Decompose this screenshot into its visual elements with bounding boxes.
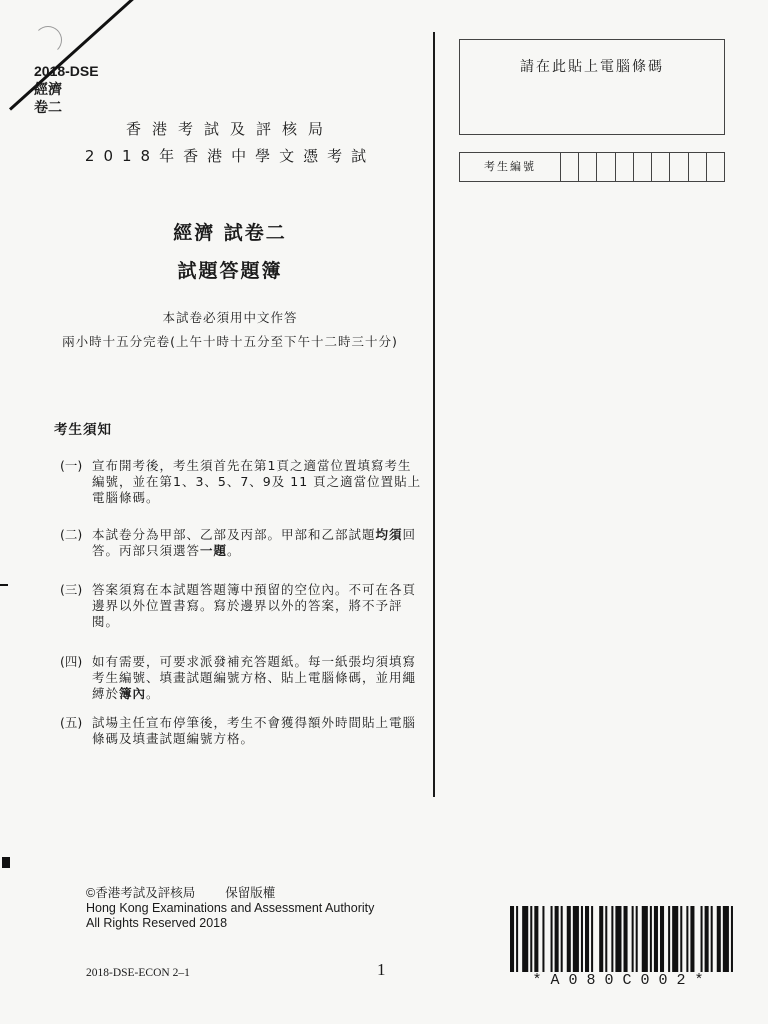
header-paper: 卷二 [34,99,62,115]
barcode-bar [650,906,652,972]
barcode-bar [680,906,682,972]
barcode-bar [632,906,634,972]
candidate-digit-box [707,153,724,181]
copyright-line-1: ©香港考試及評核局 [86,886,196,900]
header-year: 2018-DSE [34,63,99,79]
exam-duration: 兩小時十五分完卷(上午十時十五分至下午十二時三十分) [62,334,398,349]
barcode-bar [615,906,621,972]
copyright-rights: 保留版權 [225,886,276,900]
punch-hole-mark [34,26,62,54]
header-subject: 經濟 [34,81,62,97]
copyright-line-2: Hong Kong Examinations and Assessment Authority [86,901,375,915]
barcode-bar [723,906,729,972]
barcode-bar [636,906,638,972]
instruction-number: (二) [60,527,83,542]
instruction-number: (五) [60,715,83,730]
barcode-bar [573,906,579,972]
copyright-line-3: All Rights Reserved 2018 [86,916,228,930]
barcode-bar [516,906,518,972]
instruction-text: 。 [146,686,160,701]
barcode-bar [686,906,688,972]
instruction-text: 如有需要，可要求派發補充答題紙。每一紙張均須填寫考生編號、填畫試題編號方格、貼上電腦條碼，並用繩縛於 [92,654,417,701]
registration-mark [2,857,10,868]
instruction-text: 答案須寫在本試題答題簿中預留的空位內。不可在各頁邊界以外位置書寫。寫於邊界以外的答案，將不予評閱。 [92,582,417,629]
candidate-digit-box [597,153,615,181]
language-requirement: 本試卷必須用中文作答 [162,310,298,325]
candidate-digit-box [689,153,707,181]
barcode-bar [561,906,563,972]
copyright-notice [86,886,374,931]
barcode-bar [672,906,678,972]
barcode-bar [567,906,571,972]
page-number: 1 [377,960,386,979]
barcode-sticker-label: 請在此貼上電腦條碼 [520,59,664,75]
barcode-text: *A080C002* [532,972,713,989]
barcode-bar [510,906,514,972]
barcode-bar [654,906,658,972]
barcode-bar [605,906,607,972]
margin-tick [0,584,8,586]
exam-line: 2018年香港中學文憑考試 [84,147,376,165]
barcode-bar [668,906,670,972]
barcode-bar [731,906,733,972]
paper-code: 2018-DSE-ECON 2–1 [86,967,190,979]
candidate-number-field [459,152,725,182]
barcode-graphic [510,906,735,972]
barcode-bar [705,906,709,972]
barcode-bar [611,906,613,972]
barcode-bar [690,906,694,972]
candidate-digit-box [616,153,634,181]
instruction-text: 試場主任宣布停筆後，考生不會獲得額外時間貼上電腦條碼及填畫試題編號方格。 [92,715,417,746]
barcode-bar [551,906,553,972]
instruction-text: 宣布開考後，考生須首先在第1頁之適當位置填寫考生編號，並在第1、3、5、7、9及 11 頁之適當位置貼上電腦條碼。 [92,458,422,505]
instruction-number: (四) [60,654,83,669]
candidate-digit-box [670,153,688,181]
instruction-text: 回答。丙部只須選答 [92,527,417,558]
instruction-emphasis: 簿內 [119,686,147,701]
instruction-number: (一) [60,458,83,473]
candidate-digit-box [634,153,652,181]
barcode-bar [555,906,559,972]
instruction-emphasis: 一題 [200,543,228,558]
candidate-digit-box [652,153,670,181]
barcode-bar [599,906,603,972]
margin-line [433,32,435,797]
candidate-number-label: 考生編號 [460,153,561,181]
barcode-bar [585,906,589,972]
instruction-number: (三) [60,582,83,597]
barcode-bar [542,906,544,972]
barcode-bar [522,906,528,972]
barcode-bar [711,906,713,972]
barcode-bar [530,906,532,972]
barcode-bar [624,906,628,972]
instruction-text: 。 [227,543,241,558]
barcode-bar [660,906,664,972]
barcode-bar [581,906,583,972]
authority-line: 香港考試及評核局 [125,120,334,138]
paper-title: 經濟 試卷二 [173,222,287,244]
barcode-bar [701,906,703,972]
candidate-digit-box [561,153,579,181]
instruction-text: 本試卷分為甲部、乙部及丙部。甲部和乙部試題 [92,527,376,542]
barcode-bar [591,906,593,972]
candidate-digit-box [579,153,597,181]
barcode-bar [534,906,538,972]
booklet-title: 試題答題簿 [177,260,283,282]
barcode-sticker-area [459,39,725,135]
notice-heading: 考生須知 [54,422,112,438]
instruction-emphasis: 均須 [375,527,403,542]
barcode-bar [717,906,721,972]
barcode-bar [642,906,648,972]
